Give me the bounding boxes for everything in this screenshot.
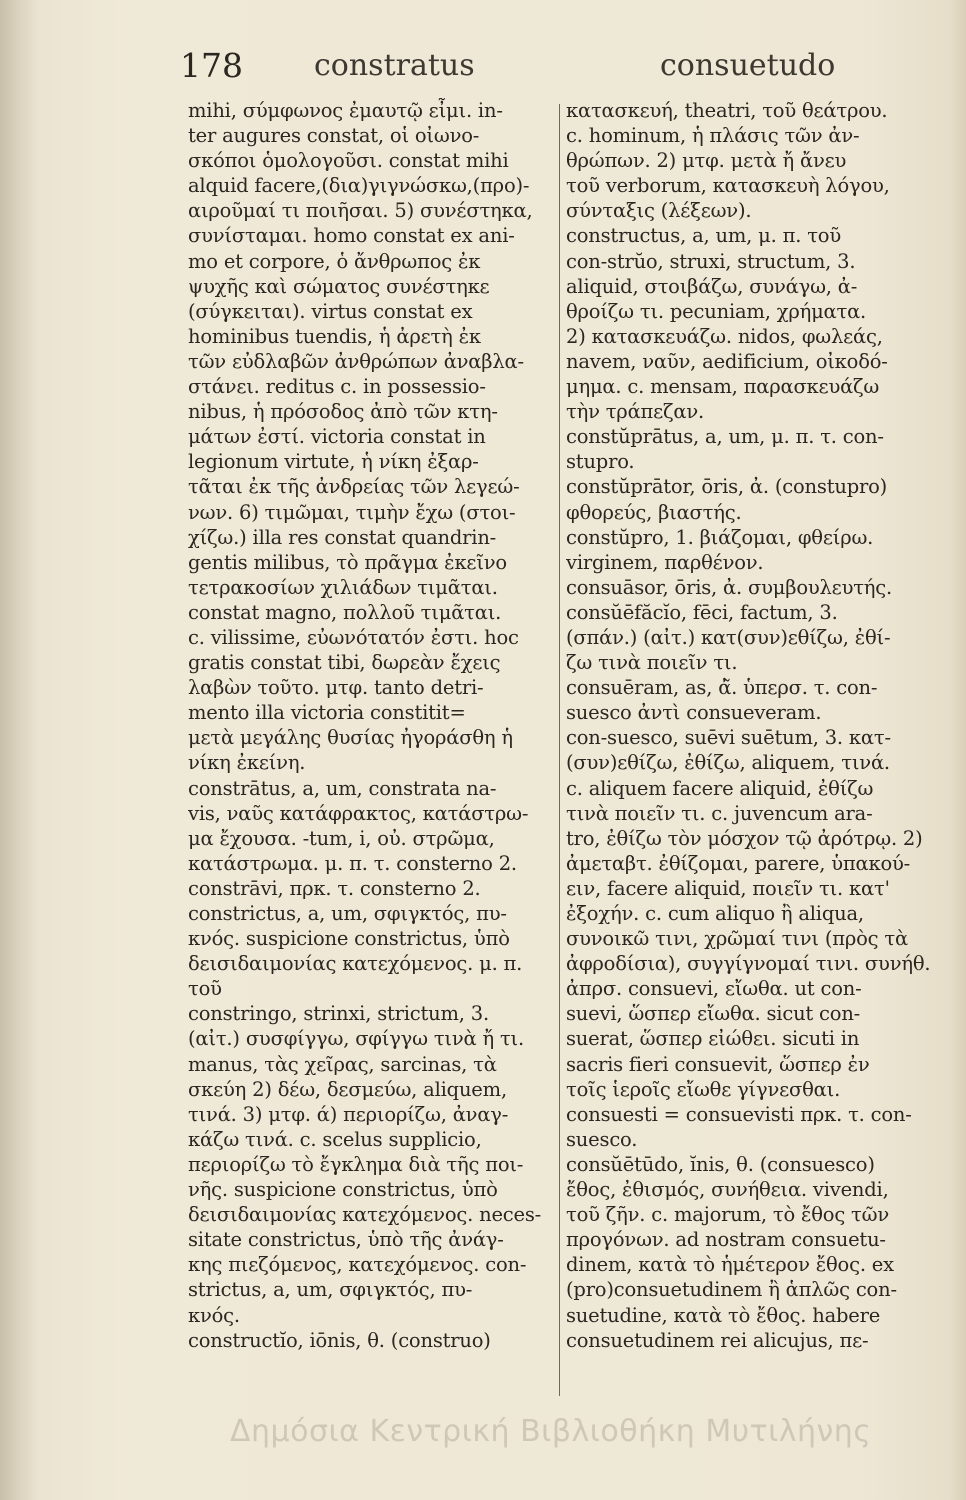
dictionary-line: constŭpro, 1. βιάζομαι, φθείρω. [566,525,874,549]
dictionary-line: mihi, σύμφωνος ἐμαυτῷ εἶμι. in- [188,99,503,122]
dictionary-line: 2) κατασκευάζω. nidos, φωλεάς, [566,324,883,348]
dictionary-line: δεισιδαιμονίας κατεχόμενος. μ. π. [188,952,523,976]
dictionary-line: ψυχῆς καὶ σώματος συνέστηκε [188,274,490,298]
dictionary-line: manus, τὰς χεῖρας, sarcinas, τὰ [188,1052,497,1076]
dictionary-line: νῆς. suspicione constrictus, ὑπὸ [188,1178,498,1202]
dictionary-line: ter augures constat, οἱ οἰωνο- [188,124,480,148]
dictionary-line: μα ἔχουσα. -tum, i, οὐ. στρῶμα, [188,826,495,850]
dictionary-line: νίκη ἐκείνη. [188,751,306,775]
dictionary-line: con-strŭo, struxi, structum, 3. [566,249,856,273]
dictionary-line: κάζω τινά. c. scelus supplicio, [188,1127,482,1151]
dictionary-line: constŭprātor, ōris, ἀ. (constupro) [566,475,888,499]
dictionary-line: consuēram, as, ἀ̃. ὑπερσ. τ. con- [566,676,878,700]
dictionary-line: (συν)εθίζω, ἐθίζω, aliquem, τινά. [566,751,890,775]
right-guide-word: consuetudo [660,48,836,83]
dictionary-line: c. aliquem facere aliquid, ἐθίζω [566,776,874,800]
dictionary-line: constrictus, a, um, σφιγκτός, πυ- [188,902,507,925]
dictionary-line: ἐξοχήν. c. cum aliquo ἢ aliqua, [566,902,864,925]
dictionary-line: virginem, παρθένον. [566,550,764,574]
dictionary-line: constructĭo, iōnis, θ. (construo) [188,1328,491,1352]
dictionary-line: δεισιδαιμονίας κατεχόμενος. neces- [188,1203,542,1227]
dictionary-line: nibus, ἡ πρόσοδος ἀπὸ τῶν κτη- [188,400,498,424]
dictionary-line: legionum virtute, ἡ νίκη ἐξαρ- [188,450,479,474]
dictionary-line: consŭēfăcĭo, fēci, factum, 3. [566,600,838,624]
dictionary-line: ειν, facere aliquid, ποιεῖν τι. κατ' [566,876,890,900]
dictionary-line: ἀμεταβτ. ἐθίζομαι, parere, ὑπακού- [566,851,911,875]
dictionary-line: σκόποι ὁμολογοῦσι. constat mihi [188,149,509,173]
dictionary-line: αιροῦμαί τι ποιῆσαι. 5) συνέστηκα, [188,199,533,223]
dictionary-line: κνός. [188,1303,240,1327]
left-guide-word: constratus [314,48,475,83]
dictionary-line: gratis constat tibi, δωρεὰν ἔχεις [188,651,501,675]
dictionary-line: vis, ναῦς κατάφρακτος, κατάστρω- [188,801,529,825]
dictionary-line: c. vilissime, εὐωνότατόν ἐστι. hoc [188,625,519,649]
dictionary-line: στάνει. reditus c. in possessio- [188,375,486,399]
dictionary-line: sitate constrictus, ὑπὸ τῆς ἀνάγ- [188,1228,504,1252]
dictionary-line: τῶν εὐδλαβῶν ἀνθρώπων ἀναβλα- [188,349,524,373]
page-spine-shadow [0,0,34,1500]
dictionary-line: νων. 6) τιμῶμαι, τιμὴν ἔχω (στοι- [188,500,516,524]
dictionary-line: consuetudinem rei alicujus, πε- [566,1328,869,1352]
dictionary-line: suesco ἀντὶ consueveram. [566,701,822,725]
dictionary-line: τετρακοσίων χιλιάδων τιμᾶται. [188,575,498,599]
dictionary-line: τοῖς ἱεροῖς εἴωθε γίγνεσθαι. [566,1077,841,1101]
dictionary-line: gentis milibus, τὸ πρᾶγμα ἐκεῖνο [188,550,507,574]
page-number: 178 [180,46,243,85]
dictionary-line: c. hominum, ἡ πλάσις τῶν ἀν- [566,124,860,148]
dictionary-line: dinem, κατὰ τὸ ἡμέτερον ἔθος. ex [566,1253,894,1277]
dictionary-line: συνοικῶ τινι, χρῶμαί τινι (πρὸς τὰ [566,927,908,951]
dictionary-line: σκεύη 2) δέω, δεσμεύω, aliquem, [188,1077,507,1101]
page-header [0,46,966,96]
dictionary-line: κατασκευή, theatri, τοῦ θεάτρου. [566,99,888,122]
dictionary-line: προγόνων. ad nostram consuetu- [566,1228,886,1252]
dictionary-line: τᾶται ἐκ τῆς ἀνδρείας τῶν λεγεώ- [188,475,520,499]
dictionary-line: constŭprātus, a, um, μ. π. τ. con- [566,425,884,449]
dictionary-line: χίζω.) illa res constat quandrin- [188,525,497,549]
dictionary-line: συνίσταμαι. homo constat ex ani- [188,224,515,248]
dictionary-line: τινά. 3) μτφ. ά) περιορίζω, ἀναγ- [188,1102,509,1126]
dictionary-line: ἀπρσ. consuevi, εἴωθα. ut con- [566,977,862,1001]
dictionary-line: consuāsor, ōris, ἀ. συμβουλευτής. [566,575,893,599]
dictionary-line: constructus, a, um, μ. π. τοῦ [566,224,841,248]
dictionary-line: τοῦ verborum, κατασκευὴ λόγου, [566,174,890,198]
dictionary-line: σύνταξις (λέξεων). [566,199,752,223]
dictionary-line: ζω τινὰ ποιεῖν τι. [566,651,738,675]
dictionary-line: constat magno, πολλοῦ τιμᾶται. [188,600,502,624]
dictionary-line: κης πιεζόμενος, κατεχόμενος. con- [188,1253,527,1277]
dictionary-line: (σπάν.) (αἰτ.) κατ(συν)εθίζω, ἐθί- [566,625,891,649]
right-dictionary-column [566,98,938,1353]
left-dictionary-column [188,98,560,1353]
dictionary-line: suerat, ὥσπερ εἰώθει. sicuti in [566,1027,860,1051]
dictionary-line: περιορίζω τὸ ἔγκλημα διὰ τῆς ποι- [188,1152,524,1176]
dictionary-line: constrāvi, πρκ. τ. consterno 2. [188,876,481,900]
dictionary-line: alquid facere,(δια)γιγνώσκω,(προ)- [188,174,530,198]
library-watermark: Δημόσια Κεντρική Βιβλιοθήκη Μυτιλήνης [230,1414,872,1449]
dictionary-line: τοῦ ζῆν. c. majorum, τὸ ἔθος τῶν [566,1203,890,1227]
dictionary-line: sacris fieri consuevit, ὥσπερ ἐν [566,1052,870,1076]
dictionary-line: θροίζω τι. pecuniam, χρήματα. [566,299,867,323]
dictionary-line: suetudine, κατὰ τὸ ἔθος. habere [566,1303,881,1327]
dictionary-line: consuesti = consuevisti πρκ. τ. con- [566,1102,912,1126]
dictionary-line: μάτων ἐστί. victoria constat in [188,425,486,449]
dictionary-line: strictus, a, um, σφιγκτός, πυ- [188,1278,473,1302]
dictionary-line: hominibus tuendis, ἡ ἀρετὴ ἐκ [188,324,481,348]
dictionary-line: λαβὼν τοῦτο. μτφ. tanto detri- [188,676,484,700]
dictionary-line: μετὰ μεγάλης θυσίας ἠγοράσθη ἡ [188,726,513,750]
dictionary-line: consŭētūdo, ĭnis, θ. (consuesco) [566,1152,875,1176]
dictionary-line: constringo, strinxi, strictum, 3. [188,1002,490,1026]
dictionary-line: τινὰ ποιεῖν τι. c. juvencum ara- [566,801,873,825]
dictionary-line: κνός. suspicione constrictus, ὑπὸ [188,927,510,951]
dictionary-line: (pro)consuetudinem ἢ ἁπλῶς con- [566,1278,897,1302]
dictionary-line: ἀφροδίσια), συγγίγνομαί τινι. συνήθ. [566,952,931,976]
dictionary-line: con-suesco, suēvi suētum, 3. κατ- [566,726,891,750]
column-divider [559,104,560,1396]
dictionary-line: stupro. [566,450,635,474]
dictionary-line: ἔθος, ἐθισμός, συνήθεια. vivendi, [566,1178,889,1202]
dictionary-line: aliquid, στοιβάζω, συνάγω, ἀ- [566,274,858,298]
dictionary-line: θρώπων. 2) μτφ. μετὰ ἤ ἄνευ [566,149,847,173]
dictionary-line: mento illa victoria constitit= [188,701,466,725]
dictionary-line: μημα. c. mensam, παρασκευάζω [566,375,880,399]
dictionary-line: τοῦ [188,977,222,1001]
dictionary-line: (σύγκειται). virtus constat ex [188,299,473,323]
dictionary-line: suesco. [566,1127,638,1151]
dictionary-line: navem, ναῦν, aedificium, οἰκοδό- [566,349,888,373]
dictionary-line: κατάστρωμα. μ. π. τ. consterno 2. [188,851,517,875]
dictionary-line: τὴν τράπεζαν. [566,400,705,424]
dictionary-line: suevi, ὥσπερ εἴωθα. sicut con- [566,1002,861,1026]
dictionary-line: mo et corpore, ὁ ἄνθρωπος ἐκ [188,249,481,273]
dictionary-line: constrātus, a, um, constrata na- [188,776,497,800]
dictionary-line: tro, ἐθίζω τὸν μόσχον τῷ ἀρότρῳ. 2) [566,826,923,850]
dictionary-line: (αἰτ.) συσφίγγω, σφίγγω τινὰ ἤ τι. [188,1027,524,1051]
dictionary-line: φθορεύς, βιαστής. [566,500,742,524]
